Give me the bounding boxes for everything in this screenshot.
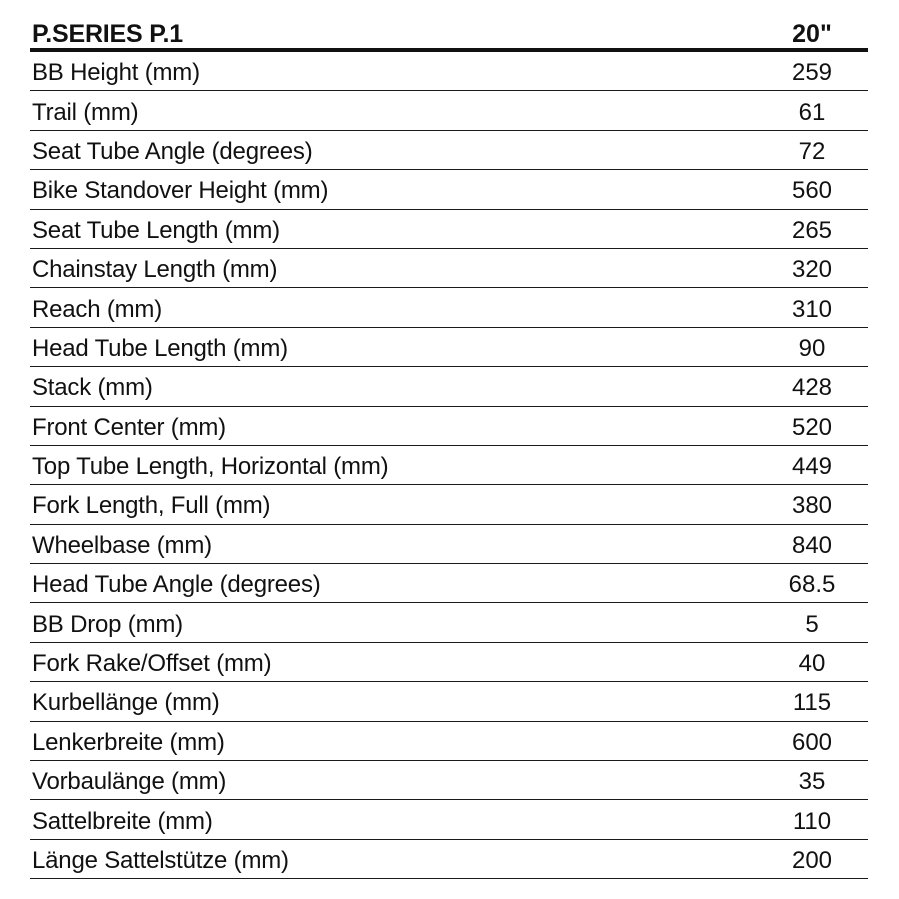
row-label: Front Center (mm) — [32, 413, 226, 441]
row-value: 5 — [805, 610, 819, 638]
table-body — [30, 52, 868, 879]
row-value: 115 — [792, 689, 832, 717]
row-value: 840 — [791, 531, 833, 559]
row-label: Stack (mm) — [32, 374, 153, 402]
table-row — [30, 131, 868, 170]
row-label: Top Tube Length, Horizontal (mm) — [32, 453, 389, 481]
row-value: 200 — [791, 847, 833, 874]
row-value: 600 — [791, 728, 833, 756]
row-label: Head Tube Angle (degrees) — [32, 571, 321, 599]
row-label: Fork Length, Full (mm) — [32, 492, 271, 520]
row-label: Wheelbase (mm) — [32, 531, 212, 559]
row-value: 520 — [791, 413, 833, 441]
row-value: 380 — [791, 492, 833, 520]
row-label: Trail (mm) — [32, 98, 139, 126]
row-label: Seat Tube Length (mm) — [32, 216, 280, 244]
table-row — [30, 643, 868, 682]
table-row — [30, 800, 868, 839]
table-row — [30, 288, 868, 327]
row-value: 68.5 — [788, 571, 836, 599]
table-row — [30, 249, 868, 288]
row-label: Kurbellänge (mm) — [32, 689, 220, 717]
table-row — [30, 840, 868, 879]
row-label: BB Drop (mm) — [32, 610, 183, 638]
row-label: Reach (mm) — [32, 295, 163, 323]
table-row — [30, 328, 868, 367]
table-row — [30, 525, 868, 564]
table-row — [30, 446, 868, 485]
table-row — [30, 564, 868, 603]
geometry-table — [30, 14, 868, 879]
table-header-row — [30, 14, 868, 52]
row-value: 560 — [791, 177, 833, 205]
frame-size-header: 20" — [792, 19, 832, 48]
row-label: Fork Rake/Offset (mm) — [32, 650, 272, 678]
row-value: 265 — [791, 216, 833, 244]
row-label: Seat Tube Angle (degrees) — [32, 137, 313, 165]
row-value: 61 — [798, 98, 826, 126]
row-label: Vorbaulänge (mm) — [32, 768, 227, 796]
table-row — [30, 52, 868, 91]
table-row — [30, 170, 868, 209]
row-label: Bike Standover Height (mm) — [32, 177, 329, 205]
row-value: 449 — [791, 453, 833, 481]
row-value: 40 — [798, 650, 826, 678]
table-row — [30, 91, 868, 130]
row-value: 320 — [791, 256, 833, 284]
row-value: 72 — [798, 137, 826, 165]
row-value: 259 — [791, 59, 833, 87]
table-row — [30, 682, 868, 721]
row-value: 35 — [798, 768, 826, 796]
row-label: BB Height (mm) — [32, 59, 200, 87]
row-label: Chainstay Length (mm) — [32, 256, 278, 284]
row-value: 428 — [791, 374, 833, 402]
table-row — [30, 761, 868, 800]
model-name-header: P.SERIES P.1 — [32, 19, 183, 48]
row-value: 90 — [798, 334, 826, 362]
table-row — [30, 603, 868, 642]
table-row — [30, 210, 868, 249]
table-row — [30, 485, 868, 524]
row-value: 310 — [791, 295, 833, 323]
row-label: Sattelbreite (mm) — [32, 807, 213, 835]
row-label: Länge Sattelstütze (mm) — [32, 847, 289, 874]
table-row — [30, 407, 868, 446]
table-row — [30, 722, 868, 761]
row-label: Lenkerbreite (mm) — [32, 728, 225, 756]
table-row — [30, 367, 868, 406]
row-value: 110 — [792, 807, 832, 835]
row-label: Head Tube Length (mm) — [32, 334, 288, 362]
